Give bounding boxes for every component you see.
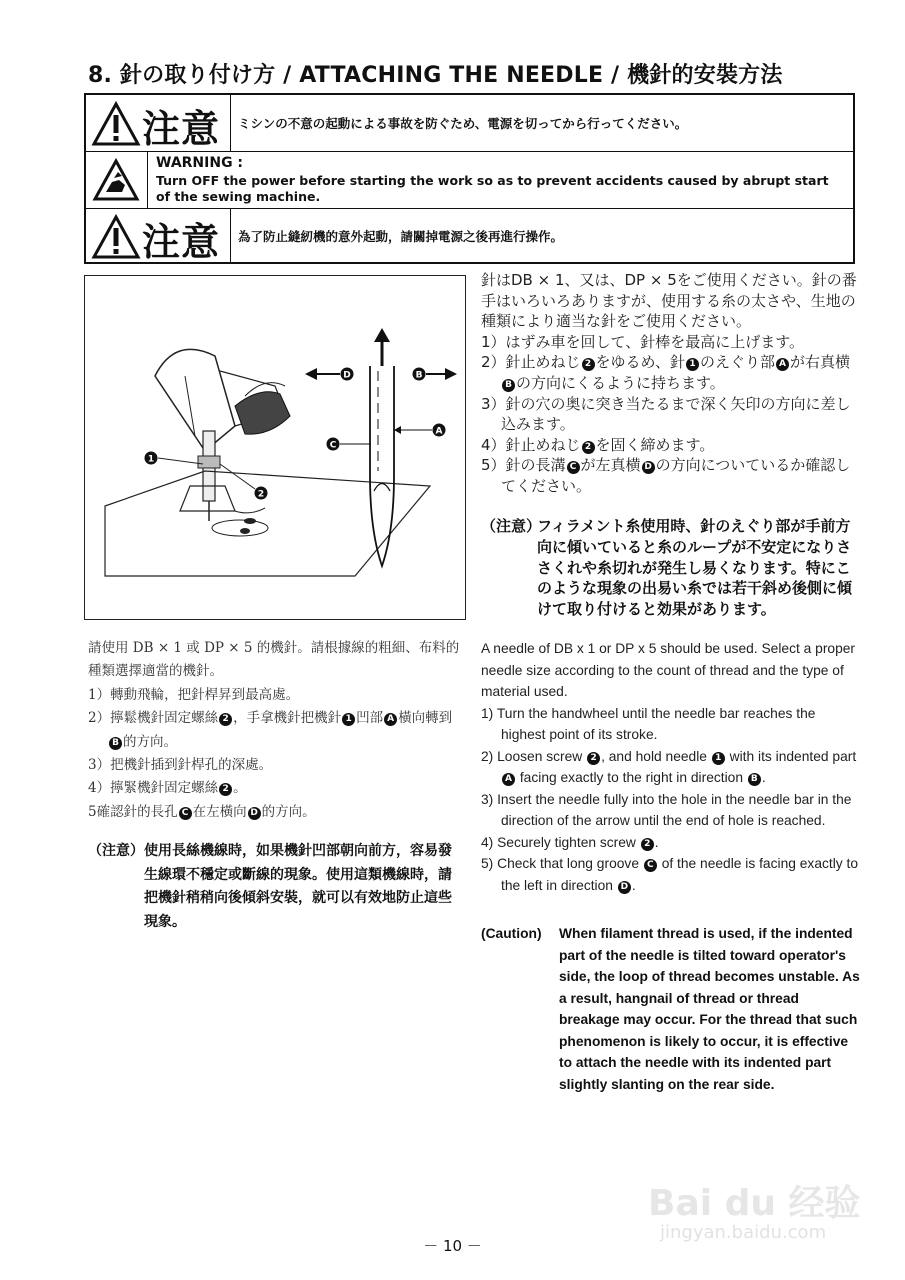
mark-2: 2 bbox=[219, 713, 232, 726]
mark-B: B bbox=[748, 773, 761, 786]
jp-caution-note bbox=[481, 516, 861, 620]
watermark-brand: Bai du 经验 bbox=[648, 1183, 861, 1224]
mark-A: A bbox=[502, 773, 515, 786]
caution-zh-text: 為了防止縫紉機的意外起動，請關掉電源之後再進行操作。 bbox=[238, 229, 564, 244]
callout-B: B bbox=[415, 370, 423, 381]
mark-1: 1 bbox=[342, 713, 355, 726]
mark-D: D bbox=[618, 881, 631, 894]
zh-step-4: 4）擰緊機針固定螺絲 2 。 bbox=[88, 780, 247, 797]
mark-2: 2 bbox=[219, 783, 232, 796]
mark-2: 2 bbox=[582, 358, 595, 371]
caution-zh-row bbox=[86, 209, 853, 264]
mark-C: C bbox=[179, 807, 192, 820]
warning-box bbox=[84, 93, 855, 264]
mark-1: 1 bbox=[686, 358, 699, 371]
japanese-instructions bbox=[481, 270, 861, 497]
en-caution-text: When filament thread is used, if the indented part of the needle is tilted toward operator's side, the loop of thread becomes unstable. As a result, hangnail of thread or thread breakage may occur. For the thread that such phenomenon is likely to occur, it is effective to attach the needle with its indented part slightly slanting on the rear side. bbox=[559, 926, 860, 1092]
en-caution-label: (Caution) bbox=[481, 926, 542, 941]
jp-step-3: 3）針の穴の奥に突き当たるまで深く矢印の方向に差し込みます。 bbox=[481, 394, 851, 434]
caution-jp-label-cell bbox=[86, 95, 231, 151]
zh-step-2: 2）擰鬆機針固定螺絲 2 ，手拿機針把機針 1 凹部 A 橫向轉到B 的方向。 bbox=[88, 710, 453, 750]
jp-caution-label: （注意） bbox=[481, 517, 542, 535]
callout-A: A bbox=[435, 426, 443, 437]
needle-figure bbox=[84, 275, 466, 620]
jp-step-1: 1）はずみ車を回して、針棒を最高に上げます。 bbox=[481, 332, 805, 351]
warning-icon-cell bbox=[86, 152, 148, 208]
warning-triangle-icon bbox=[91, 214, 141, 260]
caution-zh-label-cell bbox=[86, 209, 231, 264]
en-caution-note bbox=[481, 923, 861, 1095]
zh-step-1: 1）轉動飛輪，把針桿昇到最高處。 bbox=[88, 686, 300, 703]
zh-caution-note bbox=[88, 840, 463, 934]
jp-intro: 針はDB × 1、又は、DP × 5をご使用ください。針の番手はいろいろありますが、使用する糸の太さや、生地の種類により適当な針をご使用ください。 bbox=[481, 271, 857, 331]
hand-hazard-icon bbox=[92, 158, 140, 202]
en-step-5: 5) Check that long groove C of the needle is facing exactly to the left in direction D . bbox=[481, 856, 859, 893]
mark-B: B bbox=[502, 379, 515, 392]
mark-2: 2 bbox=[582, 441, 595, 454]
callout-D: D bbox=[343, 370, 351, 381]
en-step-3: 3) Insert the needle fully into the hole in the needle bar in the direction of the arrow until the end of hole is reached. bbox=[481, 791, 852, 828]
zh-step-3: 3）把機針插到針桿孔的深處。 bbox=[88, 757, 273, 774]
callout-1: 1 bbox=[147, 454, 155, 465]
zh-intro: 請使用 DB × 1 或 DP × 5 的機針。請根據線的粗細、布料的種類選擇適當的機針。 bbox=[88, 640, 460, 680]
caution-jp-row bbox=[86, 95, 853, 152]
mark-1: 1 bbox=[712, 752, 725, 765]
jp-step-2: 2）針止めねじ 2 をゆるめ、針 1 のえぐり部 A が右真横B の方向にくるように持ちます。 bbox=[481, 353, 850, 392]
jp-step-5: 5）針の長溝 C が左真横 D の方向についているか確認してください。 bbox=[481, 456, 851, 495]
en-step-4: 4) Securely tighten screw 2 . bbox=[481, 834, 659, 850]
mark-D: D bbox=[248, 807, 261, 820]
en-intro: A needle of DB x 1 or DP x 5 should be used. Select a proper needle size according to the count of thread and the type of material used. bbox=[481, 641, 856, 699]
mark-A: A bbox=[384, 713, 397, 726]
zh-caution-label: （注意） bbox=[88, 843, 144, 859]
caution-jp-label: 注意 bbox=[142, 107, 221, 151]
warning-label: WARNING : bbox=[156, 155, 244, 171]
jp-step-4: 4）針止めねじ 2 を固く締めます。 bbox=[481, 435, 715, 454]
chinese-instructions bbox=[88, 637, 463, 824]
caution-zh-label: 注意 bbox=[142, 220, 221, 264]
callout-C: C bbox=[329, 440, 337, 451]
en-step-2: 2) Loosen screw 2 , and hold needle 1 with its indented part A facing exactly to the right in direction B . bbox=[481, 748, 857, 785]
warning-triangle-icon bbox=[91, 101, 141, 147]
page-number: － 10 － bbox=[423, 1237, 482, 1255]
mark-D: D bbox=[642, 461, 655, 474]
mark-2: 2 bbox=[587, 752, 600, 765]
zh-step-5: 5確認針的長孔 C 在左橫向 D 的方向。 bbox=[88, 803, 316, 820]
needle-diagram bbox=[85, 276, 465, 619]
callout-2: 2 bbox=[257, 489, 265, 500]
warning-text: Turn OFF the power before starting the work so as to prevent accidents caused by abrupt start of the sewing machine. bbox=[156, 173, 829, 204]
caution-jp-text: ミシンの不意の起動による事故を防ぐため、電源を切ってから行ってください。 bbox=[238, 116, 688, 131]
mark-C: C bbox=[644, 859, 657, 872]
english-instructions bbox=[481, 638, 861, 896]
page-title: 8. 針の取り付け方 / ATTACHING THE NEEDLE / 機針的安裝方法 bbox=[88, 63, 783, 88]
mark-2: 2 bbox=[641, 838, 654, 851]
en-step-1: 1) Turn the handwheel until the needle bar reaches the highest point of its stroke. bbox=[481, 705, 816, 742]
mark-B: B bbox=[109, 737, 122, 750]
mark-C: C bbox=[567, 461, 580, 474]
warning-en-row bbox=[86, 152, 853, 209]
mark-A: A bbox=[776, 358, 789, 371]
zh-caution-text: 使用長絲機線時，如果機針凹部朝向前方，容易發生線環不穩定或斷線的現象。使用這類機線時，請把機針稍稍向後傾斜安裝，就可以有效地防止這些現象。 bbox=[144, 843, 452, 930]
jp-caution-text: フィラメント糸使用時、針のえぐり部が手前方向に傾いていると糸のループが不安定になりささくれや糸切れが発生し易くなります。特にこのような現象の出易い糸では若干斜め後側に傾けて取り付けると効果があります。 bbox=[537, 517, 853, 619]
watermark-url: jingyan.baidu.com bbox=[660, 1222, 827, 1243]
